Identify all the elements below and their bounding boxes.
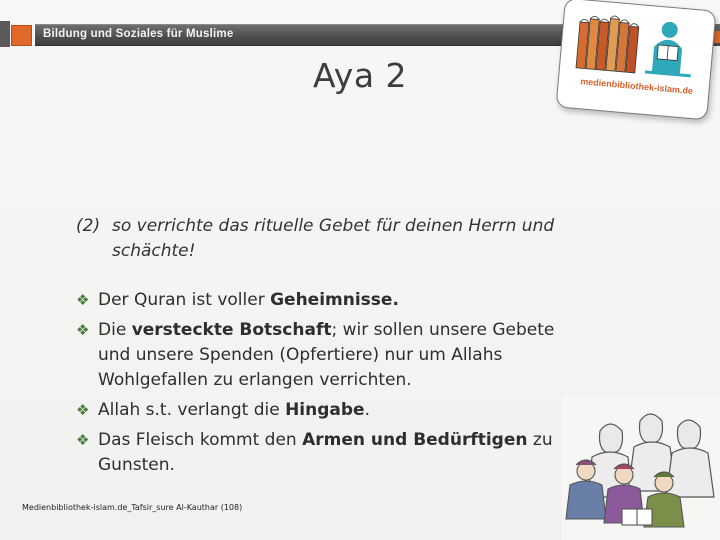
footer-source: Medienbibliothek-islam.de_Tafsir_sure Al-Kauthar (108) (22, 503, 243, 512)
verse-number: (2) (76, 216, 101, 236)
logo-text: medienbibliothek-islam.de (579, 76, 694, 97)
bullet-emphasis: Armen und Bedürftigen (302, 430, 528, 450)
header-left-stub (0, 21, 10, 47)
bullet-diamond-icon: ❖ (76, 431, 90, 449)
children-reading-quran-illustration-icon (562, 397, 720, 540)
bullet-text: Der Quran ist voller (98, 290, 271, 310)
bullet-emphasis: Geheimnisse. (270, 290, 399, 310)
bullet-text: Das Fleisch kommt den (98, 430, 303, 450)
bullet-diamond-icon: ❖ (76, 401, 90, 419)
bullet-text: Allah s.t. verlangt die (98, 400, 286, 420)
bullet-diamond-icon: ❖ (76, 321, 90, 339)
bullet-text: ; wir sollen unsere Gebete und unsere Spenden (Opfertiere) nur um Allahs Wohlgefallen zu erlangen verrichten. (98, 320, 555, 390)
header-accent-square (11, 25, 32, 46)
bullet-item (76, 318, 576, 393)
bullet-list (76, 288, 576, 483)
bullet-item (76, 288, 576, 313)
verse-text: so verrichte das rituelle Gebet für deinen Herrn und schächte! (112, 216, 555, 261)
bullet-emphasis: versteckte Botschaft (131, 320, 332, 340)
slide-title: Aya 2 (312, 56, 408, 95)
header-bar (35, 24, 635, 46)
bullet-diamond-icon: ❖ (76, 291, 90, 309)
verse-quote (76, 214, 596, 264)
bullet-text: . (364, 400, 370, 420)
bullet-emphasis: Hingabe (285, 400, 365, 420)
header-title: Bildung und Soziales für Muslime (43, 28, 234, 40)
bullet-item (76, 398, 576, 423)
bullet-text: Die (98, 320, 132, 340)
bullet-text: zu Gunsten. (98, 430, 553, 475)
bullet-item (76, 428, 576, 478)
